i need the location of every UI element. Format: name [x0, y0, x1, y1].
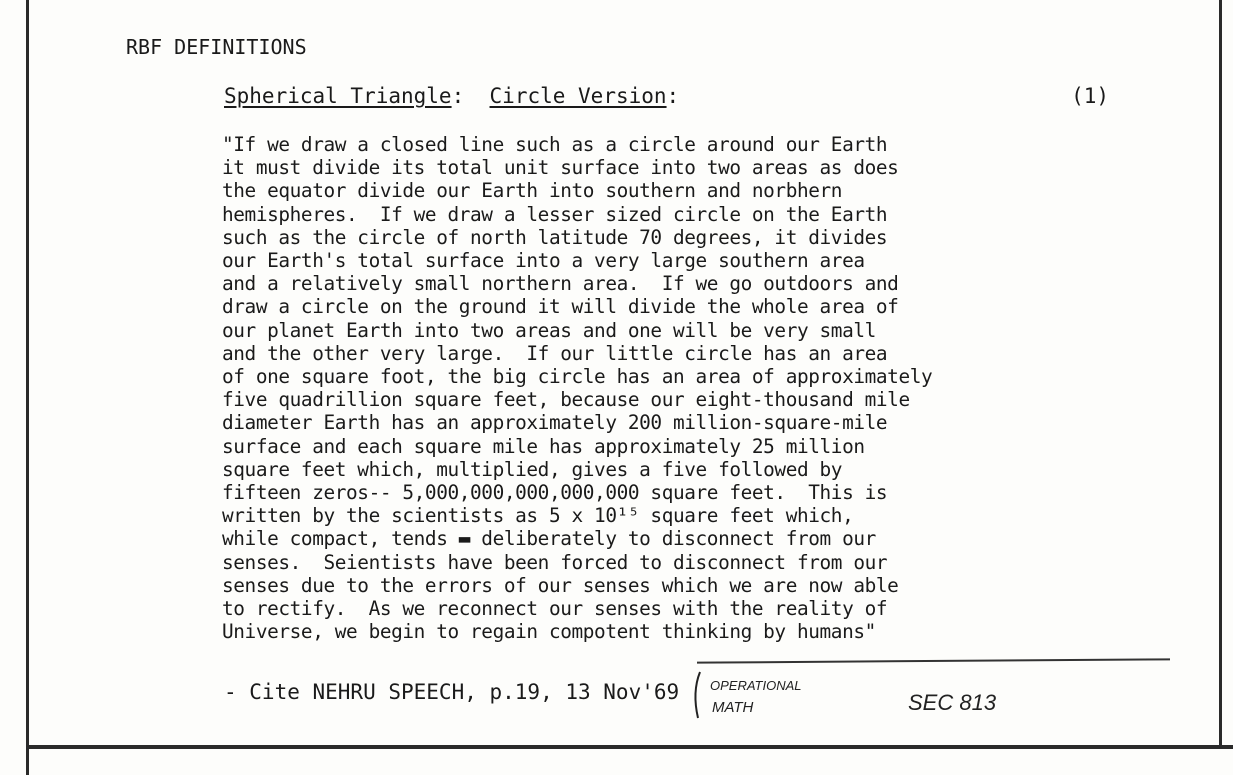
quote-line: fifteen zeros-- 5,000,000,000,000,000 square feet. This is: [222, 481, 888, 505]
definition-title-row: [224, 84, 1109, 108]
quote-line: and the other very large. If our little circle has an area: [222, 341, 888, 365]
quote-line: five quadrillion square feet, because our eight-thousand mile: [222, 388, 910, 412]
handwritten-bracket: [695, 672, 700, 718]
quote-line: Universe, we begin to regain compotent thinking by humans": [222, 620, 876, 644]
quote-line: of one square foot, the big circle has an area of approximately: [222, 365, 933, 389]
document-header: RBF DEFINITIONS: [126, 35, 307, 59]
quote-line: "If we draw a closed line such as a circle around our Earth: [222, 133, 888, 156]
card-border-bottom: [26, 745, 1233, 749]
quote-line: draw a circle on the ground it will divide the whole area of: [222, 295, 899, 319]
card-border-left: [26, 0, 29, 775]
handwritten-annotation: [690, 668, 1050, 722]
version-separator: :: [666, 84, 680, 108]
card-border-right: [1219, 0, 1222, 748]
quote-line: our Earth's total surface into a very large southern area: [222, 249, 865, 273]
quote-line: diameter Earth has an approximately 200 million-square-mile: [222, 411, 888, 435]
quote-line: our planet Earth into two areas and one will be very small: [222, 318, 876, 342]
quote-line: the equator divide our Earth into southern and norbhern: [222, 179, 843, 203]
quote-line: written by the scientists as 5 x 10¹⁵ square feet which,: [222, 504, 854, 528]
handwritten-underline: [697, 658, 1170, 663]
quote-line: senses due to the errors of our senses which we are now able: [222, 573, 899, 597]
quote-line: square feet which, multiplied, gives a five followed by: [222, 457, 843, 481]
definition-version: Circle Version: [489, 84, 667, 108]
quote-line: and a relatively small northern area. If we go outdoors and: [222, 272, 899, 296]
handwritten-operational: OPERATIONAL: [710, 678, 802, 693]
citation: - Cite NEHRU SPEECH, p.19, 13 Nov'69: [224, 680, 680, 704]
quote-line: to rectify. As we reconnect our senses with the reality of: [222, 597, 888, 621]
quote-line: such as the circle of north latitude 70 degrees, it divides: [222, 225, 888, 249]
quote-line: it must divide its total unit surface into two areas as does: [222, 156, 899, 180]
quote-line: surface and each square mile has approximately 25 million: [222, 434, 865, 458]
handwritten-math: MATH: [712, 699, 754, 716]
title-separator: :: [451, 84, 465, 108]
quote-line: hemispheres. If we draw a lesser sized circle on the Earth: [222, 202, 888, 226]
definition-term: Spherical Triangle: [224, 84, 452, 108]
quote-line: while compact, tends ▬ deliberately to disconnect from our: [222, 527, 876, 551]
quote-body: [222, 133, 1122, 643]
quote-line: senses. Seientists have been forced to disconnect from our: [222, 550, 888, 574]
handwritten-section-ref: SEC 813: [908, 690, 997, 715]
page-number: (1): [1071, 84, 1109, 108]
